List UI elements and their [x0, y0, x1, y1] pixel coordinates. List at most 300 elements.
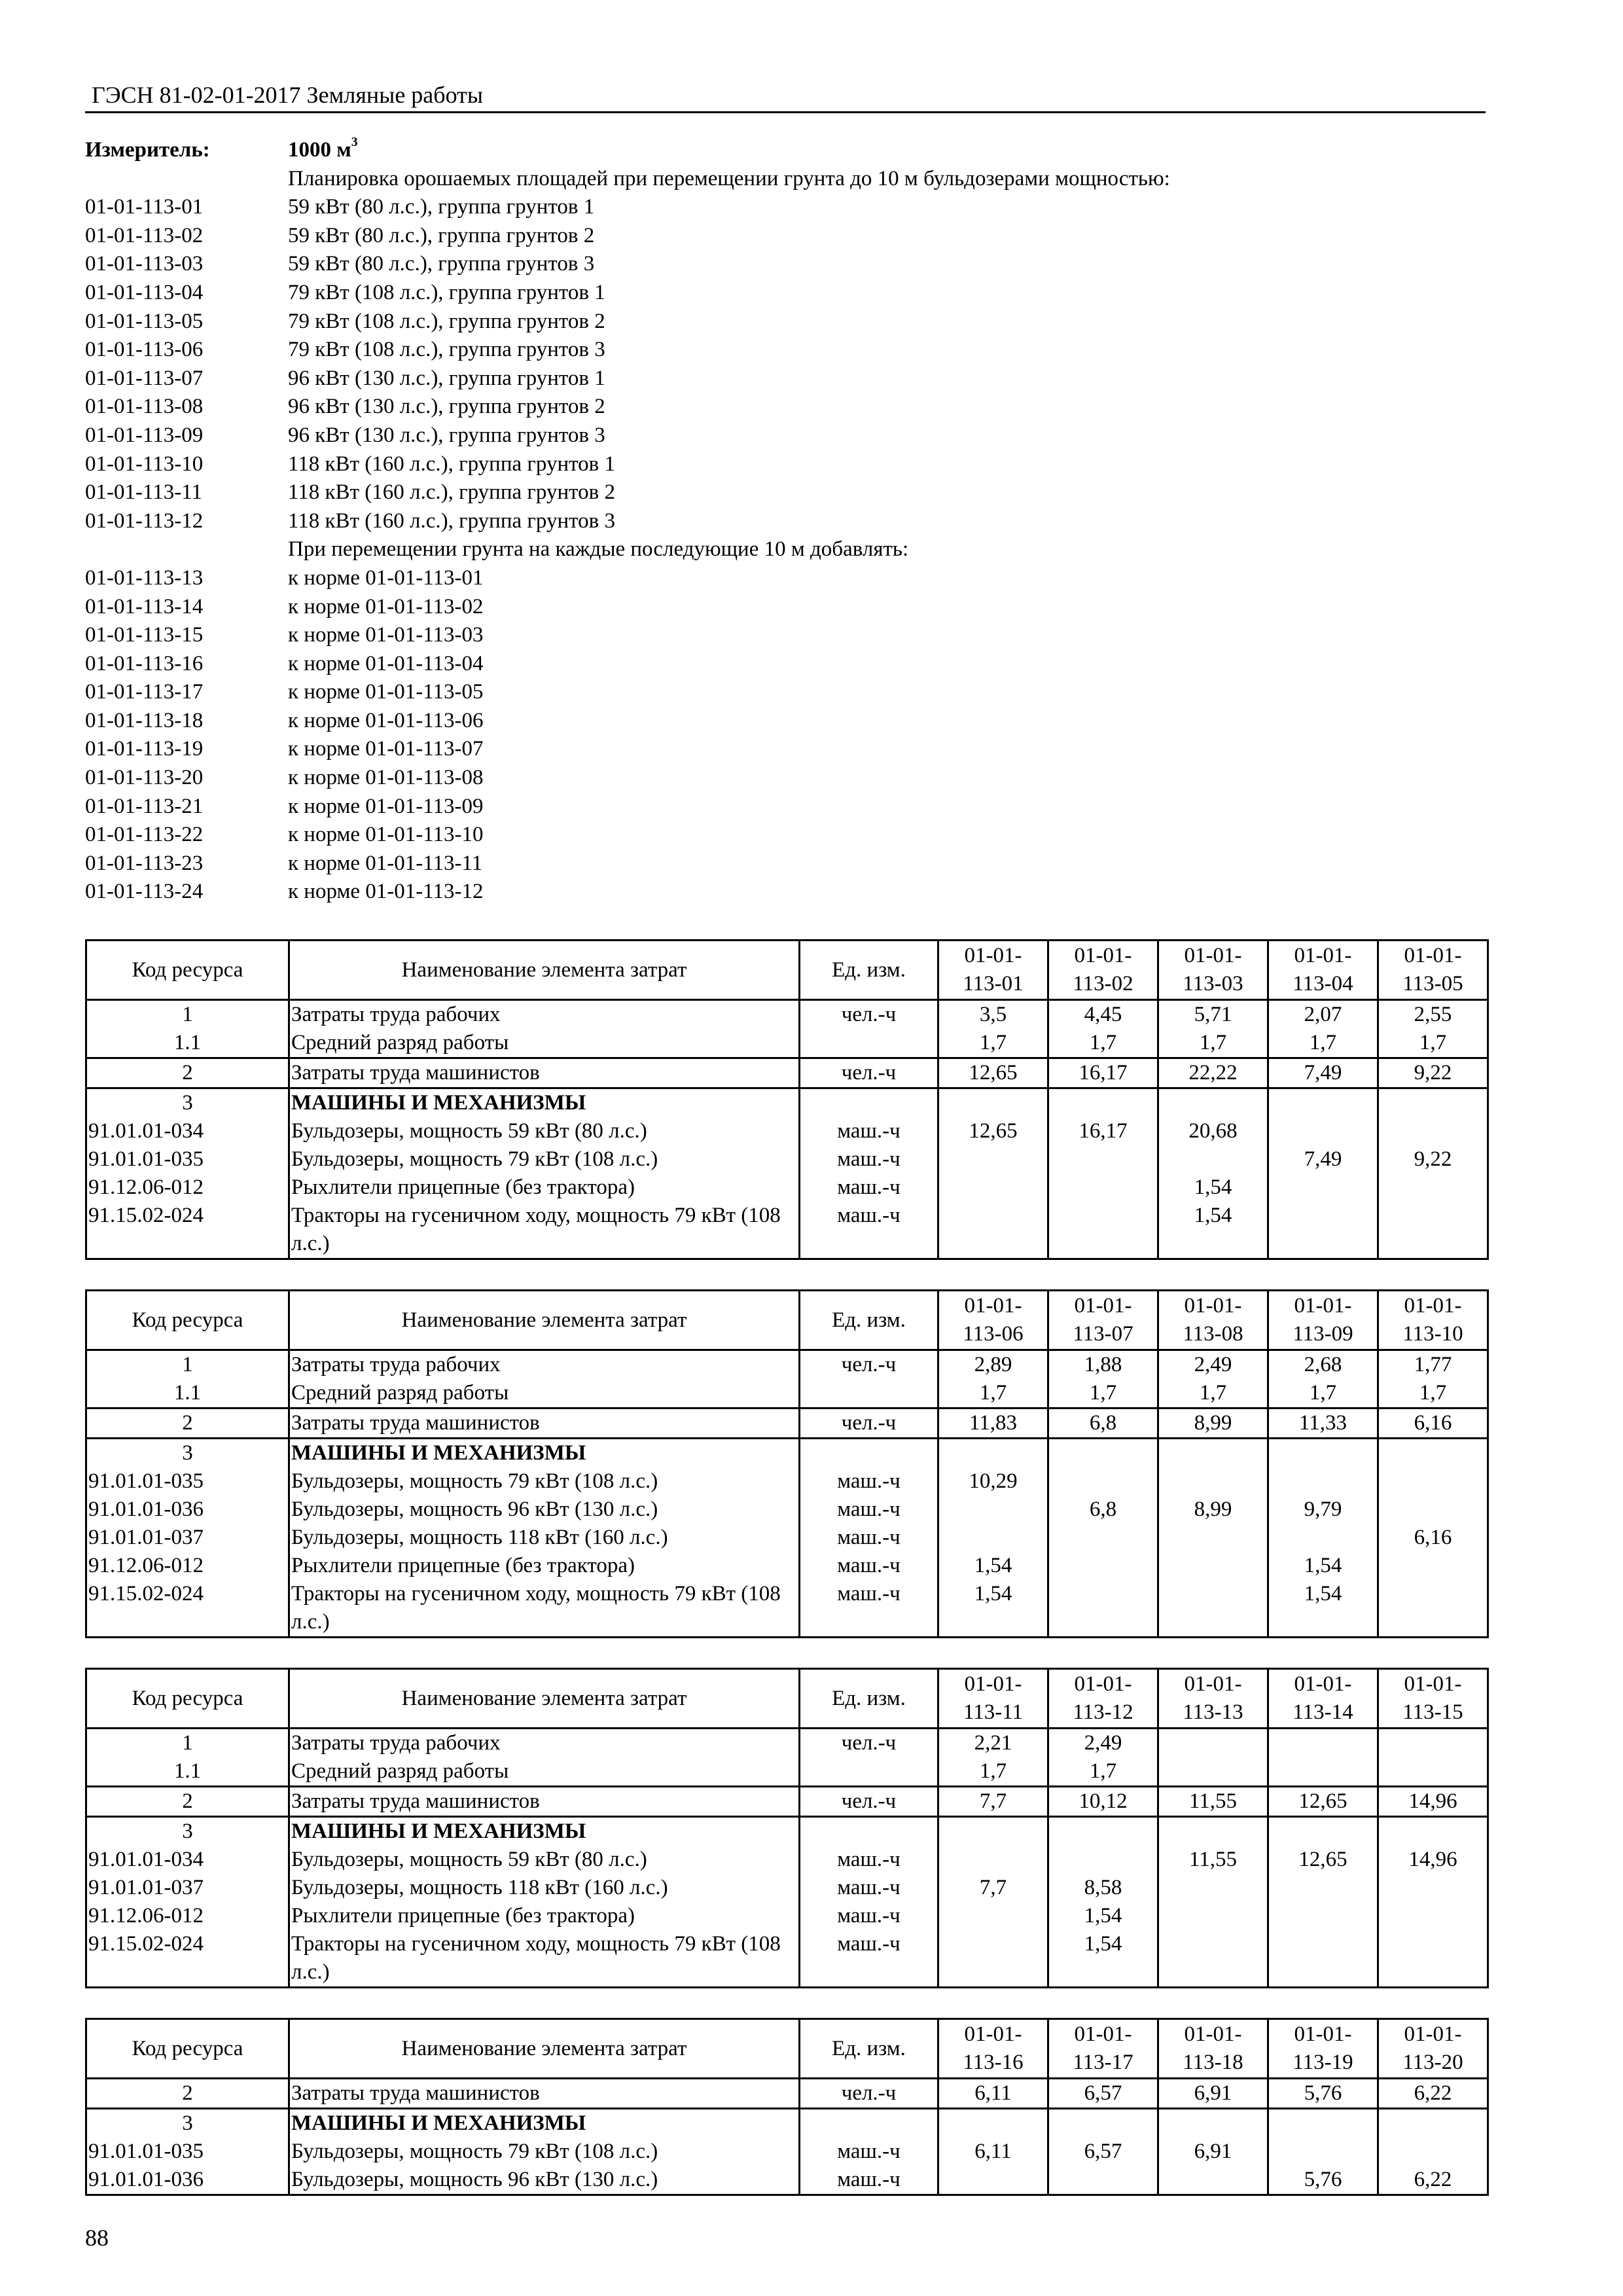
unit: [800, 2109, 938, 2138]
value-cell: [1378, 1552, 1488, 1580]
intro-line: [85, 793, 1486, 821]
resource-code: 91.12.06-012: [86, 1174, 289, 1202]
value-cell: [1158, 1817, 1268, 1846]
value-cell: 1,7: [1158, 1029, 1268, 1058]
value-cell: [1268, 2109, 1378, 2138]
header-norm-column: 01-01- 113-17: [1048, 2019, 1158, 2079]
header-norm-column: 01-01- 113-19: [1268, 2019, 1378, 2079]
norm-description: к норме 01-01-113-07: [288, 737, 484, 761]
value-cell: 7,7: [938, 1874, 1048, 1902]
unit: маш.-ч: [800, 1552, 938, 1580]
value-cell: 2,07: [1268, 1000, 1378, 1030]
value-cell: [1378, 1496, 1488, 1524]
intro-line: [85, 878, 1486, 906]
value-cell: 1,7: [938, 1379, 1048, 1408]
resource-code: 91.01.01-035: [86, 2138, 289, 2166]
cost-element-name: Затраты труда машинистов: [289, 1408, 800, 1439]
header-norm-column: 01-01- 113-06: [938, 1291, 1048, 1350]
value-cell: 2,89: [938, 1350, 1048, 1380]
header-name: Наименование элемента затрат: [289, 1669, 800, 1729]
intro-line: [85, 450, 1486, 479]
value-cell: 4,45: [1048, 1000, 1158, 1030]
value-cell: 16,17: [1048, 1117, 1158, 1145]
value-cell: 11,33: [1268, 1408, 1378, 1439]
norm-code: 01-01-113-05: [85, 309, 204, 333]
value-cell: [1158, 2166, 1268, 2195]
header-code: Код ресурса: [86, 2019, 289, 2079]
page-header: [85, 77, 1486, 113]
cost-element-name: Бульдозеры, мощность 79 кВт (108 л.с.): [289, 2138, 800, 2166]
table-row: [86, 1524, 1488, 1552]
intro-line: [85, 735, 1486, 764]
resource-code: 3: [86, 2109, 289, 2138]
value-cell: 16,17: [1048, 1058, 1158, 1088]
value-cell: [1158, 1467, 1268, 1496]
header-unit: Ед. изм.: [800, 1669, 938, 1729]
cost-element-name: Бульдозеры, мощность 96 кВт (130 л.с.): [289, 2166, 800, 2195]
norm-code: 01-01-113-07: [85, 366, 204, 390]
value-cell: [1048, 2166, 1158, 2195]
norm-code: 01-01-113-13: [85, 565, 204, 590]
norm-code: 01-01-113-08: [85, 395, 204, 419]
header-norm-column: 01-01- 113-01: [938, 941, 1048, 1000]
unit: маш.-ч: [800, 1580, 938, 1638]
norm-code: 01-01-113-01: [85, 195, 204, 219]
value-cell: 1,7: [1158, 1379, 1268, 1408]
unit: маш.-ч: [800, 1930, 938, 1988]
table-row: [86, 1874, 1488, 1902]
header-unit: Ед. изм.: [800, 2019, 938, 2079]
resource-code: 1: [86, 1729, 289, 1758]
cost-table-1: [85, 939, 1489, 1260]
unit: чел.-ч: [800, 1000, 938, 1030]
value-cell: 2,55: [1378, 1000, 1488, 1030]
value-cell: 11,55: [1158, 1846, 1268, 1874]
table-row: [86, 1930, 1488, 1988]
intro-line: [85, 365, 1486, 393]
value-cell: [1268, 1902, 1378, 1930]
table-row: [86, 1088, 1488, 1118]
unit: [800, 1439, 938, 1468]
unit: маш.-ч: [800, 2166, 938, 2195]
value-cell: [1158, 1757, 1268, 1787]
table-row: [86, 2109, 1488, 2138]
meter-value: 1000 $м^3$: [288, 135, 358, 162]
header-code: Код ресурса: [86, 1291, 289, 1350]
value-cell: 1,7: [1048, 1379, 1158, 1408]
value-cell: [1158, 1874, 1268, 1902]
norm-code: 01-01-113-23: [85, 851, 204, 875]
value-cell: [1378, 1088, 1488, 1118]
unit: чел.-ч: [800, 1058, 938, 1088]
meter-label: Измеритель:: [85, 138, 210, 162]
value-cell: 1,7: [938, 1029, 1048, 1058]
value-cell: 8,99: [1158, 1496, 1268, 1524]
value-cell: 12,65: [938, 1058, 1048, 1088]
value-cell: [1268, 1117, 1378, 1145]
resource-code: 1: [86, 1000, 289, 1030]
norm-description: к норме 01-01-113-08: [288, 766, 484, 790]
norm-description: 96 кВт (130 л.с.), группа грунтов 3: [288, 423, 605, 447]
value-cell: 6,22: [1378, 2079, 1488, 2109]
cost-element-name: Бульдозеры, мощность 79 кВт (108 л.с.): [289, 1145, 800, 1174]
value-cell: 9,22: [1378, 1145, 1488, 1174]
value-cell: 7,49: [1268, 1058, 1378, 1088]
unit: маш.-ч: [800, 1467, 938, 1496]
unit: чел.-ч: [800, 1408, 938, 1439]
header-norm-column: 01-01- 113-16: [938, 2019, 1048, 2079]
value-cell: [1158, 1524, 1268, 1552]
table-row: [86, 1174, 1488, 1202]
norm-description: 79 кВт (108 л.с.), группа грунтов 2: [288, 309, 605, 333]
resource-code: 91.01.01-035: [86, 1145, 289, 1174]
header-code: Код ресурса: [86, 1669, 289, 1729]
cost-element-name: Тракторы на гусеничном ходу, мощность 79 кВт (108 л.с.): [289, 1202, 800, 1259]
value-cell: [1268, 1729, 1378, 1758]
intro-line: [85, 678, 1486, 707]
value-cell: [1048, 1202, 1158, 1259]
value-cell: [1048, 2109, 1158, 2138]
cost-element-name: Тракторы на гусеничном ходу, мощность 79 кВт (108 л.с.): [289, 1580, 800, 1638]
header-name: Наименование элемента затрат: [289, 941, 800, 1000]
unit: маш.-ч: [800, 2138, 938, 2166]
value-cell: [1158, 1439, 1268, 1468]
unit: [800, 1817, 938, 1846]
norm-code: 01-01-113-19: [85, 737, 204, 761]
table-header-row: [86, 1669, 1488, 1729]
value-cell: 7,49: [1268, 1145, 1378, 1174]
cost-element-name: Тракторы на гусеничном ходу, мощность 79 кВт (108 л.с.): [289, 1930, 800, 1988]
table-row: [86, 1580, 1488, 1638]
value-cell: [1048, 1846, 1158, 1874]
cost-element-name: Рыхлители прицепные (без трактора): [289, 1174, 800, 1202]
unit: чел.-ч: [800, 1787, 938, 1817]
value-cell: 6,91: [1158, 2138, 1268, 2166]
value-cell: [1378, 2109, 1488, 2138]
value-cell: [1158, 1729, 1268, 1758]
intro-line: [85, 478, 1486, 507]
unit: маш.-ч: [800, 1145, 938, 1174]
value-cell: 6,91: [1158, 2079, 1268, 2109]
value-cell: [1268, 1467, 1378, 1496]
table-row: [86, 2138, 1488, 2166]
value-cell: [938, 2166, 1048, 2195]
header-name: Наименование элемента затрат: [289, 2019, 800, 2079]
header-norm-column: 01-01- 113-04: [1268, 941, 1378, 1000]
table-header-row: [86, 2019, 1488, 2079]
header-norm-column: 01-01- 113-02: [1048, 941, 1158, 1000]
intro-line: [85, 821, 1486, 850]
intro-line: [85, 650, 1486, 679]
cost-element-name: Бульдозеры, мощность 96 кВт (130 л.с.): [289, 1496, 800, 1524]
value-cell: [938, 1202, 1048, 1259]
value-cell: [1268, 1930, 1378, 1988]
value-cell: [938, 1439, 1048, 1468]
norm-description: 118 кВт (160 л.с.), группа грунтов 2: [288, 480, 615, 505]
resource-code: 91.01.01-036: [86, 2166, 289, 2195]
value-cell: 6,8: [1048, 1496, 1158, 1524]
cost-element-name: МАШИНЫ И МЕХАНИЗМЫ: [289, 2109, 800, 2138]
header-unit: Ед. изм.: [800, 1291, 938, 1350]
value-cell: 6,57: [1048, 2138, 1158, 2166]
norm-code: 01-01-113-03: [85, 252, 204, 276]
value-cell: [1378, 1874, 1488, 1902]
value-cell: [1048, 1552, 1158, 1580]
value-cell: [1378, 1817, 1488, 1846]
value-cell: [1048, 1439, 1158, 1468]
value-cell: [1378, 1902, 1488, 1930]
intro-line: [85, 393, 1486, 422]
value-cell: [1268, 1202, 1378, 1259]
value-cell: [1048, 1580, 1158, 1638]
value-cell: [1378, 1580, 1488, 1638]
document-title: ГЭСН 81-02-01-2017 Земляные работы: [92, 82, 484, 108]
table-row: [86, 1145, 1488, 1174]
table-row: [86, 1787, 1488, 1817]
norm-description: к норме 01-01-113-09: [288, 794, 484, 818]
header-norm-column: 01-01- 113-11: [938, 1669, 1048, 1729]
unit: маш.-ч: [800, 1524, 938, 1552]
cost-table-3: [85, 1668, 1489, 1988]
value-cell: 8,99: [1158, 1408, 1268, 1439]
cost-element-name: Бульдозеры, мощность 118 кВт (160 л.с.): [289, 1524, 800, 1552]
cost-element-name: Бульдозеры, мощность 59 кВт (80 л.с.): [289, 1846, 800, 1874]
cost-table-4: [85, 2018, 1489, 2196]
norm-description: 59 кВт (80 л.с.), группа грунтов 1: [288, 195, 595, 219]
norm-code: 01-01-113-14: [85, 594, 204, 619]
unit: маш.-ч: [800, 1202, 938, 1259]
value-cell: 1,7: [1048, 1029, 1158, 1058]
value-cell: [1378, 1117, 1488, 1145]
table-row: [86, 1729, 1488, 1758]
value-cell: 10,12: [1048, 1787, 1158, 1817]
value-cell: 6,22: [1378, 2166, 1488, 2195]
value-cell: [938, 1930, 1048, 1988]
value-cell: 6,16: [1378, 1408, 1488, 1439]
resource-code: 91.15.02-024: [86, 1202, 289, 1259]
norm-code: 01-01-113-20: [85, 766, 204, 790]
intro-line: [85, 222, 1486, 251]
table-row: [86, 2079, 1488, 2109]
value-cell: 12,65: [1268, 1787, 1378, 1817]
norm-description: 118 кВт (160 л.с.), группа грунтов 3: [288, 509, 615, 533]
intro-line: [85, 535, 1486, 564]
norm-description: 79 кВт (108 л.с.), группа грунтов 1: [288, 280, 605, 304]
value-cell: [1378, 1757, 1488, 1787]
value-cell: 6,11: [938, 2138, 1048, 2166]
value-cell: [938, 1846, 1048, 1874]
table-row: [86, 1117, 1488, 1145]
value-cell: 1,54: [1048, 1902, 1158, 1930]
resource-code: 1.1: [86, 1757, 289, 1787]
value-cell: [938, 1174, 1048, 1202]
cost-element-name: Затраты труда рабочих: [289, 1729, 800, 1758]
value-cell: 10,29: [938, 1467, 1048, 1496]
intro-line: [85, 764, 1486, 793]
cost-element-name: Средний разряд работы: [289, 1757, 800, 1787]
table-row: [86, 1029, 1488, 1058]
resource-code: 91.01.01-037: [86, 1524, 289, 1552]
intro-line: [85, 621, 1486, 650]
header-norm-column: 01-01- 113-09: [1268, 1291, 1378, 1350]
cost-element-name: МАШИНЫ И МЕХАНИЗМЫ: [289, 1817, 800, 1846]
value-cell: [1158, 1145, 1268, 1174]
cost-element-name: Затраты труда машинистов: [289, 1787, 800, 1817]
value-cell: 2,49: [1048, 1729, 1158, 1758]
norm-description: к норме 01-01-113-12: [288, 880, 484, 904]
header-norm-column: 01-01- 113-05: [1378, 941, 1488, 1000]
value-cell: [1378, 1729, 1488, 1758]
resource-code: 3: [86, 1088, 289, 1118]
unit: маш.-ч: [800, 1174, 938, 1202]
resource-code: 91.01.01-034: [86, 1117, 289, 1145]
resource-code: 91.01.01-035: [86, 1467, 289, 1496]
value-cell: 14,96: [1378, 1846, 1488, 1874]
value-cell: [1048, 1467, 1158, 1496]
norm-description: Планировка орошаемых площадей при перемещении грунта до 10 м бульдозерами мощностью:: [288, 166, 1170, 190]
value-cell: 6,57: [1048, 2079, 1158, 2109]
norm-code: 01-01-113-11: [85, 480, 203, 505]
intro-block: [85, 136, 1486, 906]
intro-line: [85, 564, 1486, 593]
table-row: [86, 1902, 1488, 1930]
table-row: [86, 1350, 1488, 1380]
cost-element-name: Затраты труда машинистов: [289, 2079, 800, 2109]
value-cell: [1158, 1902, 1268, 1930]
resource-code: 2: [86, 2079, 289, 2109]
table-row: [86, 1552, 1488, 1580]
intro-line: [85, 707, 1486, 736]
value-cell: [1378, 1439, 1488, 1468]
value-cell: 6,8: [1048, 1408, 1158, 1439]
value-cell: [1048, 1145, 1158, 1174]
value-cell: 12,65: [938, 1117, 1048, 1145]
norm-description: 79 кВт (108 л.с.), группа грунтов 3: [288, 338, 605, 362]
norm-description: к норме 01-01-113-02: [288, 594, 484, 619]
norm-description: 96 кВт (130 л.с.), группа грунтов 1: [288, 366, 605, 390]
norm-code: 01-01-113-02: [85, 223, 204, 247]
header-norm-column: 01-01- 113-12: [1048, 1669, 1158, 1729]
norm-code: 01-01-113-12: [85, 509, 204, 533]
value-cell: 8,58: [1048, 1874, 1158, 1902]
table-row: [86, 1757, 1488, 1787]
header-norm-column: 01-01- 113-20: [1378, 2019, 1488, 2079]
cost-element-name: МАШИНЫ И МЕХАНИЗМЫ: [289, 1439, 800, 1468]
value-cell: 1,54: [1048, 1930, 1158, 1988]
header-norm-column: 01-01- 113-08: [1158, 1291, 1268, 1350]
cost-element-name: Рыхлители прицепные (без трактора): [289, 1902, 800, 1930]
value-cell: 9,79: [1268, 1496, 1378, 1524]
resource-code: 2: [86, 1058, 289, 1088]
intro-line: [85, 250, 1486, 279]
value-cell: [1158, 1088, 1268, 1118]
intro-line: [85, 422, 1486, 450]
value-cell: 2,21: [938, 1729, 1048, 1758]
value-cell: [1048, 1524, 1158, 1552]
table-row: [86, 1058, 1488, 1088]
norm-code: 01-01-113-16: [85, 651, 204, 675]
resource-code: 91.01.01-037: [86, 1874, 289, 1902]
value-cell: [1268, 1439, 1378, 1468]
table-row: [86, 1817, 1488, 1846]
resource-code: 1.1: [86, 1029, 289, 1058]
norm-code: [85, 165, 288, 194]
page-number: 88: [85, 2225, 109, 2251]
resource-code: 2: [86, 1787, 289, 1817]
norm-code: 01-01-113-18: [85, 708, 204, 732]
table-row: [86, 1379, 1488, 1408]
intro-line: [85, 850, 1486, 878]
value-cell: [1268, 2138, 1378, 2166]
unit: маш.-ч: [800, 1117, 938, 1145]
value-cell: [1158, 1552, 1268, 1580]
norm-description: 59 кВт (80 л.с.), группа грунтов 3: [288, 252, 595, 276]
value-cell: 9,22: [1378, 1058, 1488, 1088]
norm-code: 01-01-113-24: [85, 880, 204, 904]
value-cell: [1158, 1580, 1268, 1638]
header-code: Код ресурса: [86, 941, 289, 1000]
value-cell: 6,11: [938, 2079, 1048, 2109]
resource-code: 91.15.02-024: [86, 1580, 289, 1638]
value-cell: 1,54: [938, 1552, 1048, 1580]
value-cell: 1,7: [938, 1757, 1048, 1787]
unit: маш.-ч: [800, 1874, 938, 1902]
header-norm-column: 01-01- 113-14: [1268, 1669, 1378, 1729]
norm-code: [85, 535, 288, 564]
value-cell: 12,65: [1268, 1846, 1378, 1874]
norm-description: 118 кВт (160 л.с.), группа грунтов 1: [288, 452, 615, 476]
value-cell: 1,54: [1268, 1580, 1378, 1638]
value-cell: [938, 1088, 1048, 1118]
table-row: [86, 1202, 1488, 1259]
cost-element-name: Затраты труда рабочих: [289, 1350, 800, 1380]
value-cell: 1,88: [1048, 1350, 1158, 1380]
value-cell: [938, 1496, 1048, 1524]
value-cell: 1,77: [1378, 1350, 1488, 1380]
norm-code: 01-01-113-10: [85, 452, 204, 476]
unit: чел.-ч: [800, 1350, 938, 1380]
value-cell: [1268, 1174, 1378, 1202]
resource-code: 3: [86, 1817, 289, 1846]
table-header-row: [86, 1291, 1488, 1350]
unit: [800, 1757, 938, 1787]
value-cell: [938, 1145, 1048, 1174]
value-cell: 5,71: [1158, 1000, 1268, 1030]
value-cell: [938, 1902, 1048, 1930]
cost-element-name: Средний разряд работы: [289, 1029, 800, 1058]
value-cell: [1268, 1874, 1378, 1902]
resource-code: 91.01.01-036: [86, 1496, 289, 1524]
resource-code: 1: [86, 1350, 289, 1380]
cost-element-name: Бульдозеры, мощность 118 кВт (160 л.с.): [289, 1874, 800, 1902]
value-cell: [1268, 1524, 1378, 1552]
intro-lines: [85, 165, 1486, 906]
value-cell: 1,54: [938, 1580, 1048, 1638]
value-cell: 1,7: [1378, 1379, 1488, 1408]
value-cell: [938, 1524, 1048, 1552]
table-row: [86, 1496, 1488, 1524]
table-row: [86, 1000, 1488, 1030]
table-row: [86, 2166, 1488, 2195]
value-cell: 1,7: [1268, 1029, 1378, 1058]
value-cell: [1158, 2109, 1268, 2138]
norm-description: к норме 01-01-113-10: [288, 823, 484, 847]
resource-code: 1.1: [86, 1379, 289, 1408]
value-cell: [938, 1817, 1048, 1846]
cost-element-name: Рыхлители прицепные (без трактора): [289, 1552, 800, 1580]
unit: [800, 1029, 938, 1058]
resource-code: 91.01.01-034: [86, 1846, 289, 1874]
